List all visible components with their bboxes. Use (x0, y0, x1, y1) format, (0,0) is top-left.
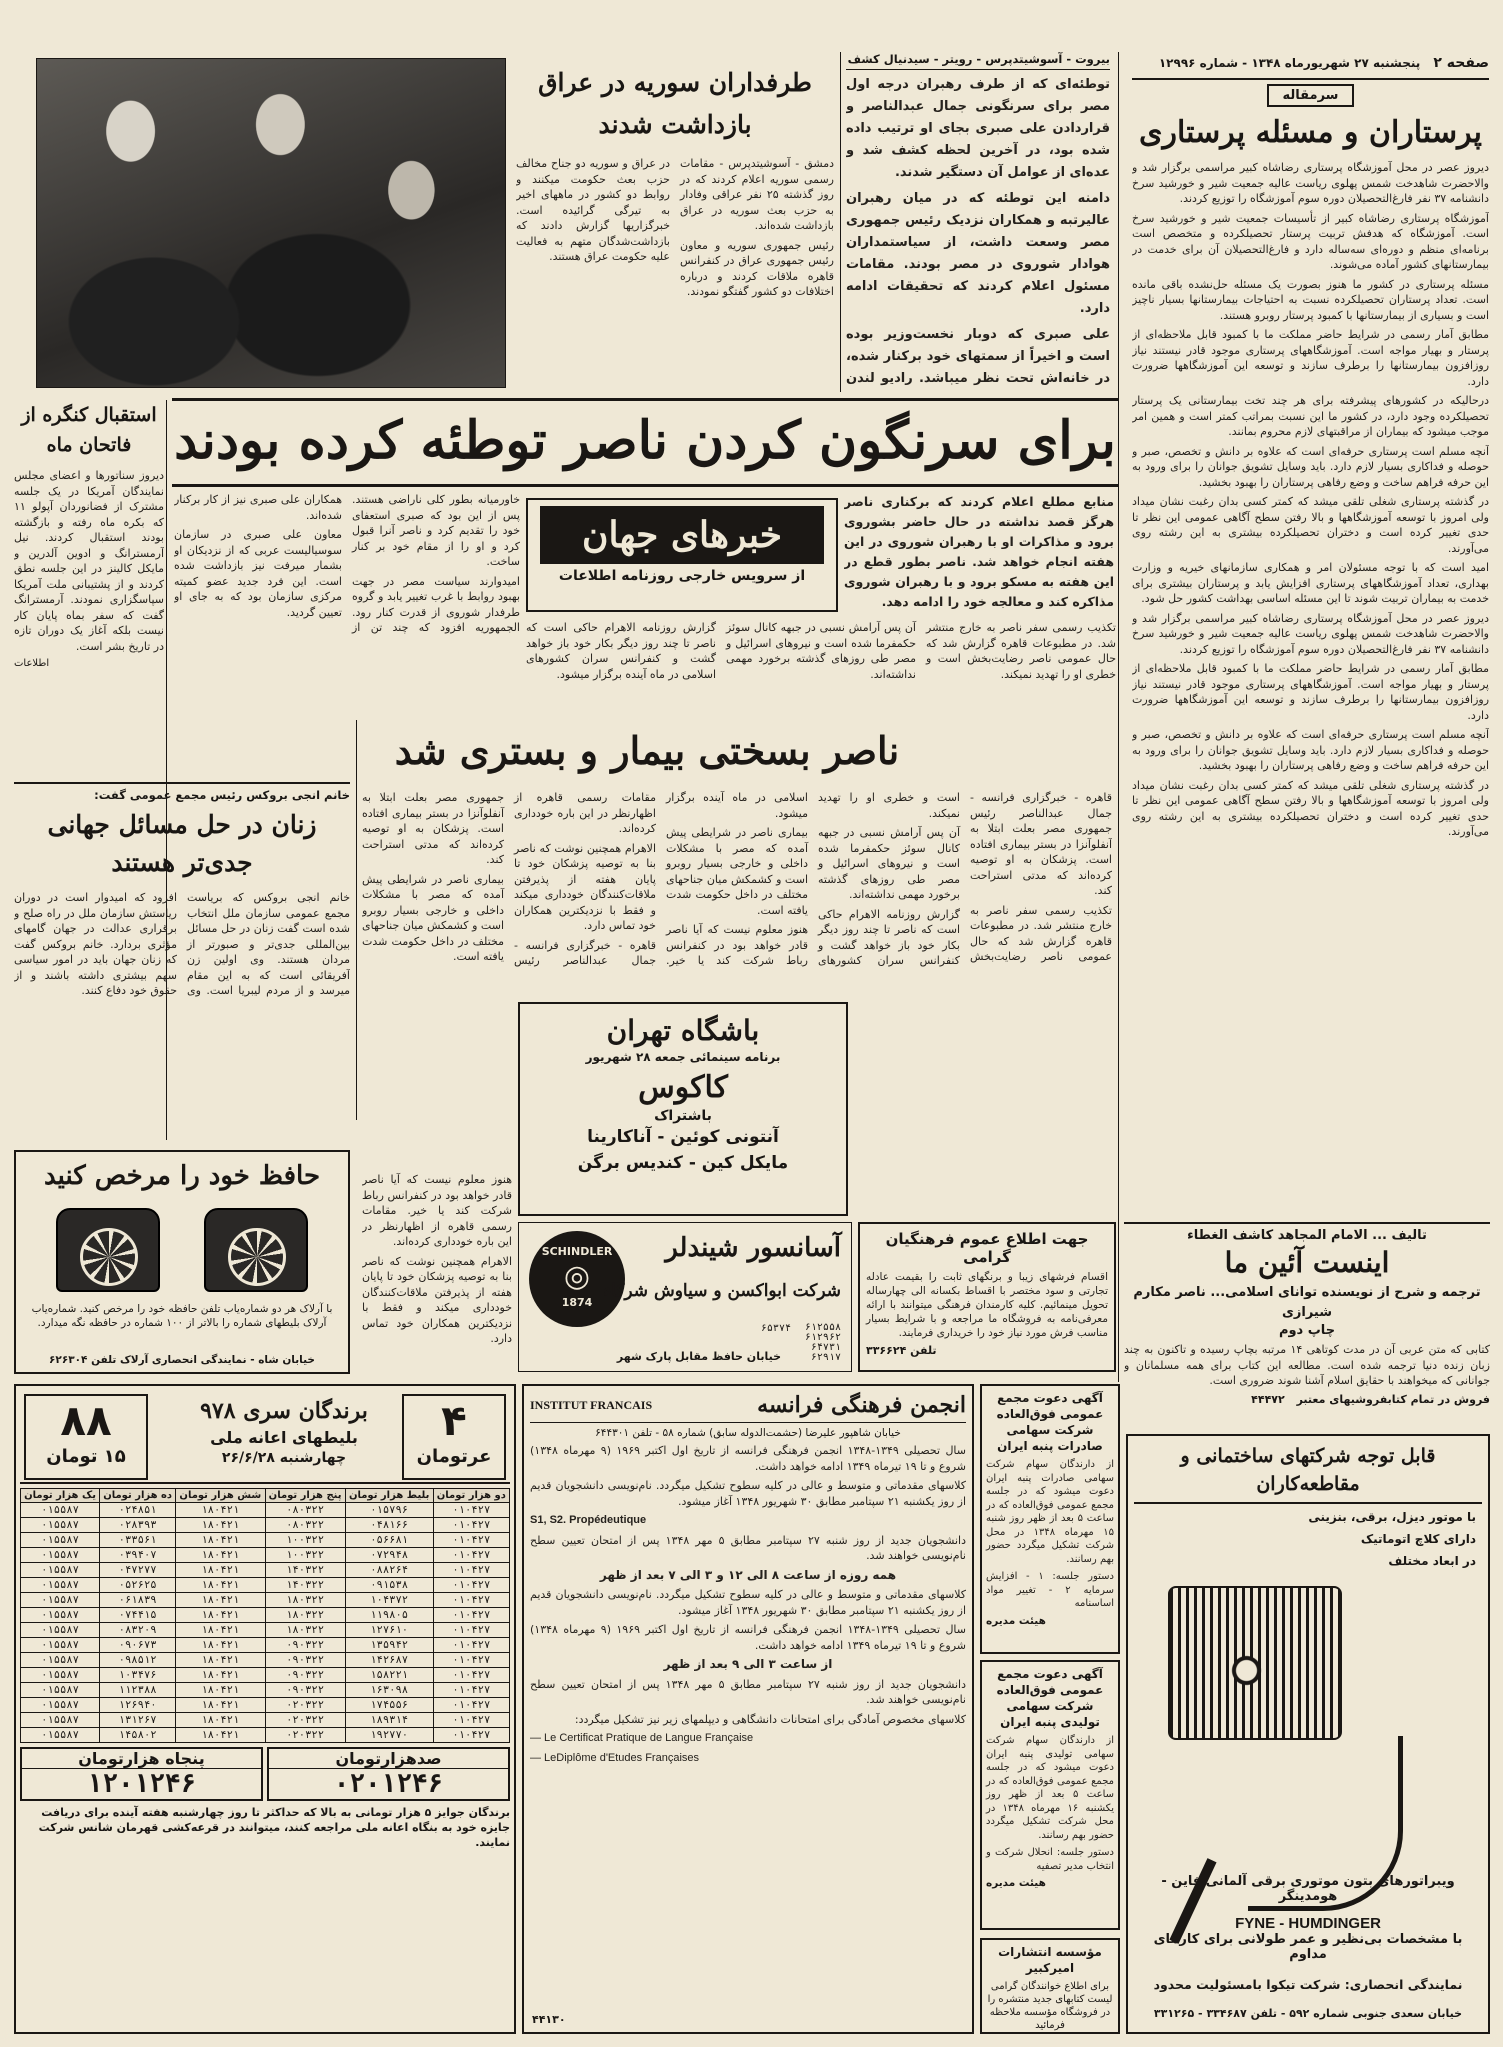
editorial-paragraph: آموزشگاه پرستاری رضاشاه کبیر از تأسیسات جمعیت شیر و خورشید سرخ است. آموزشگاه که هدفش تربیت پرستار تحصیلکرده و متخصص است برنامه‌ای منظم و دوره‌ای سه‌ساله دارد و فارغ‌التحصیلان آن برای خدمت در بیمارستانهای کشور آماده می‌شوند. (1132, 211, 1489, 271)
editorial-paragraph: دیروز عصر در محل آموزشگاه پرستاری رضاشاه کبیر مراسمی برگزار شد و والاحضرت شاهدخت شمس پهلوی ریاست عالیه جمعیت شیر و خورشید سرخ دانشنامه ۳۷ نفر فارغ‌التحصیلان دوره سوم آموزشگاه را توزیع کردند. (1132, 161, 1489, 205)
lottery-number: ۰۱۵۵۸۷ (21, 1668, 100, 1683)
nasser-ill-paragraph: گزارش روزنامه الاهرام حاکی است که ناصر تا چند روز دیگر بکار خود باز خواهد گشت و کنفرانس سران کشورهای اسلامی در ماه آینده برگزار میشود. (666, 791, 960, 967)
lottery-number: ۰۶۱۸۳۹ (100, 1593, 176, 1608)
lottery-date: چهارشنبه ۲۶/۶/۲۸ (221, 1450, 347, 1466)
lottery-number: ۰۱۰۴۲۷ (433, 1503, 509, 1518)
middle-paragraph: امیدوارند سیاست مصر در جهت بهبود روابط با غرب تغییر یابد و گروه طرفدار شوروی از قدرت کنار رود. الجمهوریه افزود که چند تن از همکاران علی صبری نیز از کار برکنار شده‌اند. (174, 493, 520, 634)
invite-agenda: دستور جلسه: انحلال شرکت و انتخاب مدیر تصفیه (986, 1847, 1114, 1872)
syria-paragraph: رئیس جمهوری سوریه و معاون رئیس جمهوری عراق در کنفرانس قاهره ملاقات کردند و درباره اختلافات دو کشور گفتگو نمودند. (680, 238, 834, 298)
lottery-row (21, 1533, 510, 1548)
institut-name-fr: INSTITUT FRANCAIS (530, 1397, 653, 1412)
lottery-row (21, 1503, 510, 1518)
editorial-paragraph: امید است که با توجه مسئولان امر و همکاری سازمانهای خیریه و وزارت بهداری، تعداد آموزشگاههای پرستاری افزایش یابد و پرستاران بیشتری برای خدمت به بیماران تربیت شوند تا این مسئله اساسی بهداشت کشور حل شود. (1132, 561, 1489, 605)
extra-paragraph: گزارش روزنامه الاهرام حاکی است که ناصر تا چند روز دیگر بکار خود باز خواهد گشت و کنفرانس سران کشورهای اسلامی در ماه آینده برگزار میشود. (526, 621, 716, 681)
lottery-number: ۰۹۰۶۷۳ (100, 1638, 176, 1653)
fyne-title: قابل توجه شرکتهای ساختمانی و مقاطعه‌کاران (1134, 1442, 1482, 1504)
lottery-number: ۰۱۰۴۲۷ (433, 1563, 509, 1578)
book-author: تالیف ... الامام المجاهد کاشف الغطاء (1187, 1228, 1427, 1243)
lottery-number: ۱۴۵۸۰۲ (100, 1728, 176, 1743)
institut-paragraph: — LeDiplôme d'Etudes Françaises (530, 1751, 700, 1764)
lottery-results (14, 1384, 516, 2034)
schindler-phone: ۶۱۲۹۶۲ (804, 1332, 841, 1343)
schindler-logo-mark: ◎ (563, 1259, 591, 1294)
lottery-number: ۱۸۰۴۲۱ (176, 1623, 265, 1638)
club-cast-1: آنتونی کوئین - آناکارینا (587, 1127, 779, 1147)
nasser-ill-paragraph: بیماری ناصر در شرایطی پیش آمده که مصر با مشکلات داخلی و خارجی بسیار روبرو است و کشمکش میان جناحهای مختلف در داخل حکومت شدت یافته است. (362, 872, 504, 963)
lottery-number: ۱۸۰۴۲۱ (176, 1638, 265, 1653)
price-big-number: ۸۸ (60, 1396, 112, 1445)
institut-paragraph: دانشجویان جدید از روز شنبه ۲۷ سپتامبر مطابق ۵ مهر ۱۳۴۸ پس از امتحان تعیین سطح نام‌نویسی خواهند شد. (530, 1677, 967, 1706)
lottery-number: ۱۰۴۳۷۲ (345, 1593, 433, 1608)
lottery-row (21, 1518, 510, 1533)
lottery-number: ۰۱۵۵۸۷ (21, 1533, 100, 1548)
lottery-number: ۱۵۸۲۲۱ (345, 1668, 433, 1683)
lottery-number: ۰۱۵۵۸۷ (21, 1563, 100, 1578)
syria-story (516, 56, 834, 392)
schindler-ad (518, 1222, 852, 1372)
syria-title: طرفداران سوریه در عراق بازداشت شدند (538, 68, 812, 139)
institut-paragraph: همه روزه از ساعت ۸ الی ۱۲ و ۳ الی ۷ بعد از ظهر (599, 1567, 897, 1582)
fyne-feature: با موتور دیزل‌، برقی، بنزینی (1308, 1510, 1476, 1524)
congress-credit: اطلاعات (14, 658, 50, 669)
nasser-ill-paragraph: بیماری ناصر در شرایطی پیش آمده که مصر با مشکلات داخلی و خارجی بسیار روبرو است و کشمکش میان جناحهای مختلف در داخل حکومت شدت یافته است. (666, 826, 808, 917)
page-number: صفحه ۲ (1433, 55, 1489, 71)
fyne-company: نمایندگی انحصاری: شرکت تیکوا بامسئولیت محدود (1153, 1977, 1463, 1992)
schindler-title: آسانسور شیندلر (665, 1233, 841, 1263)
club-film: کاکوس (638, 1070, 728, 1105)
lottery-number: ۰۱۵۵۸۷ (21, 1503, 100, 1518)
lottery-number: ۱۸۰۴۲۱ (176, 1503, 265, 1518)
lottery-header (20, 1390, 510, 1484)
editorial-paragraph: درحالیکه در کشورهای پیشرفته برای هر چند تخت بیمارستانی یک پرستار تحصیلکرده وجود دارد، در کشور ما این نسبت بمراتب کمتر است و همین امر موجب میشود که بیماران از مراقبتهای لازم محروم بمانند. (1132, 394, 1489, 438)
invite-export (980, 1384, 1120, 1654)
institut-paragraph: — Le Certificat Pratique de Langue Française (530, 1732, 754, 1744)
editorial (1132, 84, 1489, 1254)
club-title: باشگاه تهران (606, 1014, 760, 1047)
hafez-ad (14, 1150, 350, 1374)
women-text: خانم انجی بروکس که بریاست مجمع عمومی سازمان ملل انتخاب شده است گفت زنان در حل مسائل بین‌المللی جدی‌تر و صبورتر از مردان هستند. وی اولین زن آفریقائی است که به این مقام میرسد و از مردم لیبریا است. وی افزود که امیدوار است در دوران ریاستش سازمان ملل در راه صلح و برقراری عدالت در جهان گامهای مؤثری بردارد. خانم بروکس گفت که زنان جهان باید در امور سیاسی سهم بیشتری داشته باشند و از حقوق خود دفاع کنند. (14, 891, 350, 997)
grand-number: ۱۲۰۱۲۴۶ (86, 1769, 197, 1799)
lottery-number: ۱۸۰۴۲۱ (176, 1653, 265, 1668)
lottery-number: ۱۳۵۹۴۲ (345, 1638, 433, 1653)
lottery-number: ۱۸۰۴۲۱ (176, 1533, 265, 1548)
lottery-number: ۰۱۵۵۸۷ (21, 1548, 100, 1563)
congress-text: دیروز سناتورها و اعضای مجلس نمایندگان آمریکا در یک جلسه مشترک از فضانوردان آپولو ۱۱ که بکره ماه رفته و بازگشته بودند استقبال کردند. نیل آرمسترانگ و ادوین آلدرین و مایکل کالینز در این جلسه نطق کردند و از پشتیبانی ملت آمریکا سپاسگزاری نمودند. آرمسترانگ گفت که سفر بماه پایان کار نیست بلکه آغاز یک دوران تازه در تاریخ بشر است. (14, 469, 164, 653)
lottery-column-header: بلیط هزار تومان (345, 1489, 433, 1503)
lottery-number: ۰۸۸۲۶۴ (345, 1563, 433, 1578)
fyne-humdinger-ad (1126, 1434, 1490, 2034)
fyne-feature: دارای کلاچ اتوماتیک (1360, 1532, 1476, 1546)
lottery-number: ۰۱۰۴۲۷ (433, 1533, 509, 1548)
invite-text: از دارندگان سهام شرکت سهامی تولیدی پنبه ایران دعوت میشود که در جلسه مجمع عمومی فوق‌العاده که در ساعت ۵ بعد از ظهر روز یکشنبه ۱۶ مهرماه ۱۳۴۸ در محل شرکت تشکیل میگردد حضور بهم رسانند. (986, 1735, 1114, 1841)
lottery-number: ۱۸۰۴۲۱ (176, 1713, 265, 1728)
fyne-brand-en: FYNE - HUMDINGER (1235, 1915, 1381, 1932)
publisher-title: مؤسسه انتشارات امیرکبیر (998, 1945, 1102, 1975)
book-ad (1124, 1222, 1490, 1426)
fyne-feature: در ابعاد مختلف (1388, 1554, 1476, 1568)
schindler-address: خیابان حافظ مقابل پارک شهر (616, 1350, 781, 1363)
book-text: کتابی که متن عربی آن در مدت کوتاهی ۱۴ مرتبه بچاپ رسیده و تاکنون به چند زبان زنده دنیا ترجمه شده است. مطالعه این کتاب برای همه مسلمانان و جوانانی که میخواهند با حقایق اسلام آشنا شوند ضروری است. (1124, 1343, 1490, 1387)
nasser-ill-paragraph: قاهره - خبرگزاری فرانسه - جمال عبدالناصر رئیس جمهوری مصر بعلت ابتلا به آنفلوآنزا در بستر بیماری افتاده است. پزشکان به او توصیه کرده‌اند که مدتی استراحت کند. (362, 791, 656, 967)
institut-paragraph: سال تحصیلی ۱۳۴۹-۱۳۴۸ انجمن فرهنگی فرانسه از تاریخ اول اکتبر ۱۹۶۹ (۹ مهرماه ۱۳۴۸) شروع و تا ۱۹ تیرماه ۱۳۴۹ ادامه خواهد داشت. (530, 1444, 966, 1473)
grand-prize-2 (20, 1747, 263, 1801)
book-title: اینست آئین ما (1224, 1246, 1390, 1279)
institut-phone: ۴۴۱۳۰ (532, 2013, 566, 2026)
culture-notice-text: اقسام فرشهای زیبا و برنگهای ثابت را بقیمت عادله تجارتی و سود مختصر با اقساط بکسانه الی چهارساله تحویل مینمائیم. کلیه کارمندان فرهنگی میتوانند با ارائه معرفی‌نامه به فروشگاه ما مراجعه و با شرایط بسیار مناسب فرش مورد نیاز خود را خریداری فرمایند. (866, 1271, 1108, 1339)
grand-prize-1 (267, 1747, 510, 1801)
lottery-number: ۱۱۹۸۰۵ (345, 1608, 433, 1623)
book-phone: ۴۴۴۷۲ (1251, 1392, 1285, 1406)
lottery-number: ۱۴۰۳۲۲ (265, 1578, 345, 1593)
institut-name-fa: انجمن فرهنگی فرانسه (757, 1392, 966, 1418)
lottery-number: ۰۹۰۳۲۲ (265, 1668, 345, 1683)
lottery-number: ۱۳۱۲۶۷ (100, 1713, 176, 1728)
lottery-number: ۰۲۴۸۵۱ (100, 1503, 176, 1518)
hafez-title: حافظ خود را مرخص کنید (43, 1161, 321, 1191)
invite-signature: هیئت مدیره (986, 1877, 1046, 1889)
lottery-row (21, 1653, 510, 1668)
world-news-box (526, 498, 838, 612)
telephone-icon (204, 1208, 308, 1292)
lottery-number: ۱۸۹۳۱۴ (345, 1713, 433, 1728)
editorial-label: سرمقاله (1267, 84, 1355, 107)
lottery-number: ۰۱۵۵۸۷ (21, 1518, 100, 1533)
lottery-number: ۱۸۰۴۲۱ (176, 1728, 265, 1743)
nasser-ill-paragraph: قاهره - خبرگزاری فرانسه - جمال عبدالناصر رئیس جمهوری مصر بعلت ابتلا به آنفلوآنزا در بستر بیماری افتاده است. پزشکان به او توصیه کرده‌اند که مدتی استراحت کند. (970, 791, 1112, 897)
editorial-paragraph: آنچه مسلم است پرستاری حرفه‌ای است که علاوه بر دانش و تخصص، صبر و حوصله و فداکاری بسیار لازم دارد. باید وسایل تشویق جوانان را برای ورود به این حرفه فراهم ساخت و وضع رفاهی پرستاران را بهبود بخشید. (1132, 444, 1489, 489)
conspiracy-paragraph: توطئه‌ای که از طرف رهبران درجه اول مصر برای سرنگونی جمال عبدالناصر و قراردادن علی صبری بجای او ترتیب داده شده بود، در آخرین لحظه کشف شد و عده‌ای از عوامل آن دستگیر شدند. (846, 77, 1110, 180)
editorial-paragraph: در گذشته پرستاری شغلی تلقی میشد که کمتر کسی بدان رغبت نشان میداد ولی امروز با توسعه آموزشگاهها و بالا رفتن سطح آگاهی عمومی این نظر تا حدی تغییر کرده است و دختران تحصیلکرده بیشتری به این رشته روی می‌آورند. (1132, 778, 1489, 838)
lottery-number: ۰۲۸۳۹۳ (100, 1518, 176, 1533)
lottery-number: ۱۹۲۷۷۰ (345, 1728, 433, 1743)
invite-text: از دارندگان سهام شرکت سهامی صادرات پنبه ایران دعوت میشود که در جلسه مجمع عمومی فوق‌العاده که در ساعت ۵ بعد از ظهر روز شنبه ۱۵ مهرماه ۱۳۴۸ در محل شرکت تشکیل میگردد حضور بهم رسانند. (986, 1459, 1114, 1565)
fyne-brand-fa: ویبراتورهای بتون موتوری برقی آلمانی فاین - هومدینگر (1161, 1874, 1455, 1904)
banner-text: برای سرنگون کردن ناصر توطئه کرده بودند (174, 410, 1116, 471)
lottery-number: ۰۱۵۵۸۷ (21, 1713, 100, 1728)
lottery-row (21, 1668, 510, 1683)
lottery-column-header: یک هزار تومان (21, 1489, 100, 1503)
lottery-number: ۰۷۲۹۴۸ (345, 1548, 433, 1563)
book-translator: ترجمه و شرح از نویسنده توانای اسلامی... ناصر مکارم شیرازی (1133, 1285, 1481, 1320)
lottery-row (21, 1593, 510, 1608)
lottery-number: ۱۴۰۳۲۲ (265, 1563, 345, 1578)
fyne-address: خیابان سعدی جنوبی شماره ۵۹۲ - تلفن ۳۳۴۶۸۷ - ۳۳۱۲۶۵ (1153, 2007, 1463, 2020)
nasser-ill-paragraph: تکذیب رسمی سفر ناصر به خارج منتشر شد. در مطبوعات قاهره گزارش شد که حال عمومی ناصر رضایت‌بخش است و خطری او را تهدید نمیکند. (818, 791, 1112, 963)
lottery-number: ۰۱۰۴۲۷ (433, 1518, 509, 1533)
women-story (14, 782, 350, 1182)
lottery-number: ۱۰۰۳۲۲ (265, 1533, 345, 1548)
lottery-number: ۰۱۵۵۸۷ (21, 1638, 100, 1653)
editorial-paragraph: مطابق آمار رسمی در شرایط حاضر مملکت ما با کمبود قابل ملاحظه‌ای از پرستار و بهیار مواجه است. آموزشگاههای پرستاری موجود قادر نیستند نیاز روزافزون بیمارستانها را برطرف سازند و توسعه این آموزشگاهها ضرورت دارد. (1132, 662, 1489, 722)
invite-title: آگهی دعوت مجمع عمومی فوق‌العاده شرکت سهامی صادرات پنبه ایران (996, 1391, 1104, 1453)
lottery-number: ۰۲۰۳۲۲ (265, 1698, 345, 1713)
sources-story (844, 492, 1114, 622)
sources-text: منابع مطلع اعلام کردند که برکناری ناصر هرگز قصد نداشته در حال حاضر بشوروی برود و مذاکرات او با رهبران شوروی در این هفته انجام خواهد شد. ناصر بطور قطع در این هفته به مسکو برود و با رهبران شوروی مذاکره کند و معالجه خود را ادامه دهد. (844, 494, 1114, 609)
schindler-company: شرکت ابواکسن و سیاوش‌ شرکاء (603, 1281, 841, 1301)
lottery-row (21, 1713, 510, 1728)
lottery-number: ۰۲۰۳۲۲ (265, 1713, 345, 1728)
conspiracy-paragraph: دامنه این توطئه که در میان رهبران عالیرتبه و همکاران نزدیک رئیس جمهوری مصر وسعت داشت، از سیاستمداران هوادار شوروی در مصر بودند. مقامات مسئول اعلام کردند که تحقیقات ادامه دارد. (846, 191, 1110, 316)
lottery-number: ۰۱۵۵۸۷ (21, 1608, 100, 1623)
lottery-number: ۰۸۰۳۲۲ (265, 1503, 345, 1518)
syria-paragraph: در عراق و سوریه دو جناح مخالف حزب بعث حکومت میکنند و روابط دو کشور در ماههای اخیر به تیرگی گرائیده است. خبرگزاریها گزارش دادند که بازداشت‌شدگان متهم به فعالیت علیه حکومت عراق هستند. (516, 157, 670, 263)
congress-title: استقبال کنگره از فاتحان ماه (21, 404, 157, 456)
lottery-number: ۰۸۰۳۲۲ (265, 1518, 345, 1533)
lottery-number: ۱۷۴۵۵۶ (345, 1698, 433, 1713)
grand-number: ۰۲۰۱۲۴۶ (333, 1769, 444, 1799)
lottery-number: ۰۱۰۴۲۷ (433, 1683, 509, 1698)
editorial-paragraph: دیروز عصر در محل آموزشگاه پرستاری رضاشاه کبیر مراسمی برگزار شد و والاحضرت شاهدخت شمس پهلوی ریاست عالیه جمعیت شیر و خورشید سرخ دانشنامه ۳۷ نفر فارغ‌التحصیلان دوره سوم آموزشگاه را توزیع کردند. (1132, 611, 1489, 656)
lottery-number: ۰۱۵۵۸۷ (21, 1578, 100, 1593)
invite-title: آگهی دعوت مجمع عمومی فوق‌العاده شرکت سهامی تولیدی پنبه ایران (996, 1667, 1104, 1729)
women-lead: خانم انجی بروکس رئیس مجمع عمومی گفت: (94, 788, 350, 802)
lottery-number: ۰۱۰۴۲۷ (433, 1623, 509, 1638)
fyne-slogan: با مشخصات بی‌نظیر و عمر طولانی برای کارهای مداوم (1153, 1932, 1463, 1962)
invite-agenda: دستور جلسه: ۱ - افزایش سرمایه ۲ - تغییر مواد اساسنامه (986, 1571, 1114, 1609)
news-photo (36, 58, 506, 388)
masthead (1132, 52, 1489, 76)
institut-paragraph: از ساعت ۳ الی ۹ بعد از ظهر (663, 1657, 833, 1671)
lottery-number: ۰۳۳۵۶۱ (100, 1533, 176, 1548)
lottery-number: ۱۸۰۳۲۲ (265, 1593, 345, 1608)
editorial-title: پرستاران و مسئله پرستاری (1138, 115, 1482, 150)
extra-paragraph: آن پس آرامش نسبی در جبهه کانال سوئز حکمفرما شده است و نیروهای اسرائیل و مصر طی روزهای گذشته برخورد مهمی نداشته‌اند. (726, 621, 916, 681)
middle-paragraph: خاورمیانه بطور کلی ناراضی هستند. پس از این بود که صبری استعفای خود را تقدیم کرد و ناصر آنرا قبول کرد و او را از مقام خود بر کنار ساخت. (352, 493, 520, 568)
issue-date: پنجشنبه ۲۷ شهریورماه ۱۳۴۸ - شماره ۱۲۹۹۶ (1158, 56, 1421, 70)
world-news-subtitle: از سرویس خارجی روزنامه اطلاعات (558, 568, 806, 584)
nasser-ill-paragraph: هنوز معلوم نیست که آیا ناصر قادر خواهد بود در کنفرانس رباط شرکت کند یا خیر. مقامات رسمی قاهره از اظهارنظر در این باره خودداری کرده‌اند. (514, 791, 808, 967)
lottery-number: ۰۱۰۴۲۷ (433, 1548, 509, 1563)
publisher-ad (980, 1938, 1120, 2034)
lottery-row (21, 1623, 510, 1638)
fyne-features (1308, 1506, 1476, 1572)
lottery-number: ۱۱۲۳۸۸ (100, 1683, 176, 1698)
book-sale (1124, 1393, 1490, 1406)
lottery-number: ۰۱۰۴۲۷ (433, 1668, 509, 1683)
schindler-phone: ۶۱۲۵۵۸ (804, 1322, 841, 1333)
lottery-number: ۱۶۳۰۹۸ (345, 1683, 433, 1698)
editorial-paragraph: آنچه مسلم است پرستاری حرفه‌ای است که علاوه بر دانش و تخصص، صبر و حوصله و فداکاری بسیار لازم دارد. باید وسایل تشویق جوانان را برای ورود به این حرفه فراهم ساخت و وضع رفاهی پرستاران را بهبود بخشید. (1132, 728, 1489, 772)
editorial-paragraph: مطابق آمار رسمی در شرایط حاضر مملکت ما با کمبود قابل ملاحظه‌ای از پرستار و بهیار مواجه است. آموزشگاههای پرستاری موجود قادر نیستند نیاز روزافزون بیمارستانها را برطرف سازند و توسعه این آموزشگاهها ضرورت دارد. (1132, 328, 1489, 388)
world-news-title: خبرهای جهان (540, 506, 824, 564)
hafez-text: با آرلاک هر دو شماره‌یاب تلفن حافظه خود را مرخص کنید. شماره‌یاب آرلاک بلیطهای شماره را بالاتر از ۱۰۰ شماره در حافظه نگه میدارد. (31, 1303, 333, 1329)
lottery-grand (20, 1747, 510, 1801)
institut-address: خیابان شاهپور علیرضا (حشمت‌الدوله سابق) شماره ۵۸ - تلفن ۶۴۴۳۰۱ (595, 1427, 901, 1439)
lottery-number: ۰۱۰۴۲۷ (433, 1593, 509, 1608)
lottery-number: ۰۱۵۷۹۶ (345, 1503, 433, 1518)
lottery-table (20, 1488, 510, 1743)
lottery-number: ۰۱۰۴۲۷ (433, 1698, 509, 1713)
culture-notice (858, 1222, 1116, 1372)
congress-story (14, 400, 164, 780)
lottery-number: ۱۸۰۴۲۱ (176, 1578, 265, 1593)
conspiracy-source: بیروت - آسوشیتدپرس - رویتر - سیدنیال کشف (846, 52, 1110, 70)
lottery-number: ۰۱۰۴۲۷ (433, 1608, 509, 1623)
lottery-number: ۰۹۰۳۲۲ (265, 1653, 345, 1668)
nasser-ill-paragraph: آن پس آرامش نسبی در جبهه کانال سوئز حکمفرما شده است و نیروهای اسرائیل و مصر طی روزهای گذشته برخورد مهمی نداشته‌اند. (818, 826, 960, 901)
lottery-number: ۱۸۰۳۲۲ (265, 1623, 345, 1638)
editorial-paragraph: مسئله پرستاری در کشور ما هنوز بصورت یک مسئله حل‌نشده باقی مانده است. تعداد پرستاران تحصیلکرده نسبت به احتیاجات بیمارستانها بسیار ناچیز است و بسیاری از بیمارستانها با کمبود پرستار روبرو هستند. (1132, 277, 1489, 322)
culture-notice-phone: تلفن ۳۳۶۶۲۴ (866, 1344, 937, 1357)
lottery-row (21, 1608, 510, 1623)
syria-paragraph: دمشق - آسوشیتدپرس - مقامات رسمی سوریه اعلام کردند که در روز گذشته ۲۵ نفر عراقی وفادار به حزب بعث سوریه در عراق بازداشت شده‌اند. (680, 157, 834, 232)
continued-paragraph: هنوز معلوم نیست که آیا ناصر قادر خواهد بود در کنفرانس رباط شرکت کند یا خیر. مقامات رسمی قاهره از اظهارنظر در این باره خودداری کرده‌اند. (362, 1173, 512, 1248)
lottery-number: ۰۱۵۵۸۷ (21, 1728, 100, 1743)
lottery-number: ۰۸۳۲۰۹ (100, 1623, 176, 1638)
lottery-number: ۰۷۴۴۱۵ (100, 1608, 176, 1623)
schindler-phone: ۶۴۷۳۱ (810, 1342, 841, 1353)
lottery-number: ۰۱۵۵۸۷ (21, 1683, 100, 1698)
lottery-number: ۰۵۲۶۲۵ (100, 1578, 176, 1593)
lottery-number: ۰۱۰۴۲۷ (433, 1713, 509, 1728)
vibrator-engine-icon (1168, 1586, 1342, 1740)
lottery-number: ۰۴۷۲۷۷ (100, 1563, 176, 1578)
schindler-logo-text: SCHINDLER (541, 1245, 613, 1258)
lottery-number: ۰۱۵۵۸۷ (21, 1653, 100, 1668)
lottery-number: ۰۲۰۳۲۲ (265, 1728, 345, 1743)
lottery-column-header: ده هزار تومان (100, 1489, 176, 1503)
institut-paragraph: کلاسهای مقدماتی و متوسط و عالی در کلیه سطوح تشکیل میگردد. نام‌نویسی دانشجویان قدیم از روز یکشنبه ۲۱ سپتامبر مطابق ۳۰ شهریور ۱۳۴۸ آغاز میشود. (530, 1479, 966, 1508)
lottery-number: ۱۸۰۴۲۱ (176, 1608, 265, 1623)
lottery-number: ۱۴۲۶۸۷ (345, 1653, 433, 1668)
lottery-row (21, 1563, 510, 1578)
lottery-number: ۱۸۰۳۲۲ (265, 1608, 345, 1623)
schindler-year: 1874 (561, 1296, 593, 1309)
nasser-ill-title: ناصر بسختی بیمار و بستری شد (394, 728, 900, 773)
lottery-number: ۱۸۰۴۲۱ (176, 1563, 265, 1578)
lottery-number: ۰۱۰۴۲۷ (433, 1653, 509, 1668)
conspiracy-story (846, 52, 1110, 392)
club-subtitle: برنامه سینمائی جمعه ۲۸ شهریور (585, 1050, 781, 1064)
schindler-logo (529, 1231, 625, 1327)
lottery-number: ۰۱۵۵۸۷ (21, 1593, 100, 1608)
lottery-number: ۰۹۰۳۲۲ (265, 1638, 345, 1653)
lottery-price-big (24, 1394, 148, 1480)
lottery-number: ۱۸۰۴۲۱ (176, 1548, 265, 1563)
lottery-number: ۱۰۳۴۷۶ (100, 1668, 176, 1683)
culture-notice-title: جهت اطلاع عموم فرهنگیان گرامی (885, 1230, 1089, 1266)
lottery-number: ۱۸۰۴۲۱ (176, 1593, 265, 1608)
lottery-column-header: پنج هزار تومان (265, 1489, 345, 1503)
lottery-number: ۱۸۰۴۲۱ (176, 1698, 265, 1713)
lottery-number: ۰۳۹۴۰۷ (100, 1548, 176, 1563)
invite-signature: هیئت مدیره (986, 1614, 1046, 1627)
lottery-row (21, 1683, 510, 1698)
schindler-phones (805, 1323, 841, 1363)
institut-paragraph: S1, S2. Propédeutique (530, 1514, 647, 1526)
extra-paragraph: تکذیب رسمی سفر ناصر به خارج منتشر شد. در مطبوعات قاهره گزارش شد که حال عمومی ناصر رضایت‌بخش است و خطری او را تهدید نمیکند. (926, 621, 1116, 681)
lottery-number: ۰۱۵۵۸۷ (21, 1698, 100, 1713)
publisher-text: برای اطلاع خوانندگان گرامی لیست کتابهای جدید منتشره را در فروشگاه مؤسسه ملاحظه فرمائید (987, 1981, 1113, 2031)
institut-francais-ad (522, 1384, 974, 2034)
club-with: باشتراک (654, 1108, 712, 1124)
lottery-number: ۱۲۶۹۴۰ (100, 1698, 176, 1713)
lottery-header-row (21, 1489, 510, 1503)
lottery-number: ۰۴۸۱۶۶ (345, 1518, 433, 1533)
lottery-row (21, 1698, 510, 1713)
lottery-number: ۰۱۰۴۲۷ (433, 1638, 509, 1653)
schindler-phone: ۶۵۳۷۴ (760, 1323, 791, 1334)
lottery-title-block (174, 1396, 394, 1466)
grand-label: پنجاه هزارتومان (22, 1749, 261, 1769)
lottery-title: برندگان سری ۹۷۸ (200, 1398, 368, 1424)
tehran-club-ad (518, 1002, 848, 1216)
lottery-subtitle: بلیطهای اعانه ملی (210, 1428, 358, 1447)
nasser-ill-paragraph: الاهرام همچنین نوشت که ناصر بنا به توصیه پزشکان خود تا پایان هفته از پذیرفتن ملاقات‌کنندگان خودداری میکند و فقط با نزدیکترین همکاران خود تماس دارد. (514, 841, 656, 932)
lottery-number: ۱۰۰۳۲۲ (265, 1548, 345, 1563)
institut-paragraph: سال تحصیلی ۱۳۴۹-۱۳۴۸ انجمن فرهنگی فرانسه از تاریخ اول اکتبر ۱۹۶۹ (۹ مهرماه ۱۳۴۸) شروع و تا ۱۹ تیرماه ۱۳۴۹ ادامه خواهد داشت. (530, 1623, 966, 1652)
schindler-phone: ۶۲۹۱۷ (810, 1352, 841, 1363)
grand-label: صدهزارتومان (269, 1749, 508, 1769)
lottery-price-small (402, 1394, 506, 1480)
lottery-column-header: دو هزار تومان (433, 1489, 509, 1503)
nasser-extra (526, 620, 1116, 720)
middle-story (174, 492, 520, 712)
institut-paragraph: کلاسهای مقدماتی و متوسط و عالی در کلیه سطوح تشکیل میگردد. نام‌نویسی دانشجویان قدیم از روز یکشنبه ۲۱ سپتامبر مطابق ۳۰ شهریور ۱۳۴۸ آغاز میشود. (530, 1588, 966, 1617)
lottery-number: ۰۹۱۵۳۸ (345, 1578, 433, 1593)
club-cast-2: مایکل کین - کندیس برگن (577, 1153, 789, 1173)
price-big-unit: ۱۵ تومان (46, 1446, 126, 1467)
lottery-row (21, 1548, 510, 1563)
lottery-number: ۰۹۰۳۲۲ (265, 1683, 345, 1698)
lottery-row (21, 1638, 510, 1653)
lottery-column-header: شش هزار تومان (176, 1489, 265, 1503)
institut-paragraph: دانشجویان جدید از روز شنبه ۲۷ سپتامبر مطابق ۵ مهر ۱۳۴۸ پس از امتحان تعیین سطح نام‌نویسی خواهند شد. (530, 1533, 967, 1562)
women-title: زنان در حل مسائل جهانی جدی‌تر هستند (47, 810, 317, 877)
lottery-number: ۰۵۶۶۸۱ (345, 1533, 433, 1548)
editorial-paragraph: در گذشته پرستاری شغلی تلقی میشد که کمتر کسی بدان رغبت نشان میداد ولی امروز با توسعه آموزشگاهها و بالا رفتن سطح آگاهی عمومی این نظر تا حدی تغییر کرده است و دختران تحصیلکرده بیشتری به این رشته روی می‌آورند. (1132, 495, 1489, 555)
lottery-number: ۰۹۸۵۱۲ (100, 1653, 176, 1668)
book-sale-text: فروش در تمام کتابفروشیهای معتبر (1296, 1392, 1490, 1406)
price-small-unit: عرتومان (416, 1446, 492, 1467)
hafez-address: خیابان شاه - نمایندگی انحصاری آرلاک تلفن ۶۲۶۳۰۴ (49, 1354, 315, 1366)
price-small-number: ۴ (441, 1396, 467, 1445)
banner-headline (172, 403, 1118, 481)
lottery-row (21, 1728, 510, 1743)
lottery-row (21, 1578, 510, 1593)
lottery-number: ۰۱۵۵۸۷ (21, 1623, 100, 1638)
lottery-footer: برندگان جوایز ۵ هزار تومانی به بالا که حداکثر تا روز چهارشنبه هفته آینده برای دریافت جایزه خود به بنگاه اعانه ملی مراجعه کنند، میتوانند در قرعه‌کشی قهرمان شانس شرکت نمایند. (38, 1806, 510, 1849)
lottery-number: ۱۸۰۴۲۱ (176, 1668, 265, 1683)
lottery-number: ۱۸۰۴۲۱ (176, 1683, 265, 1698)
lottery-number: ۱۲۷۶۱۰ (345, 1623, 433, 1638)
book-edition: چاپ دوم (1278, 1323, 1336, 1338)
lottery-number: ۰۱۰۴۲۷ (433, 1728, 509, 1743)
invite-production (980, 1660, 1120, 1930)
institut-paragraph: کلاسهای مخصوص آمادگی برای امتحانات دانشگاهی و دیپلمهای زیر نیز تشکیل میگردد: (574, 1712, 966, 1726)
story-continued (362, 1172, 512, 1372)
lottery-number: ۰۱۰۴۲۷ (433, 1578, 509, 1593)
continued-paragraph: الاهرام همچنین نوشت که ناصر بنا به توصیه پزشکان خود تا پایان هفته از پذیرفتن ملاقات‌کنندگان خودداری میکند و فقط با نزدیکترین همکاران خود تماس دارد. (362, 1254, 512, 1345)
middle-paragraph: معاون علی صبری در سازمان سوسیالیست عربی که از نزدیکان او بشمار میرفت نیز بازداشت شده است. این فرد جدید عضو کمیته مرکزی سازمان بود که به جای او تعیین گردید. (174, 528, 342, 619)
conspiracy-paragraph: علی صبری که دوبار نخست‌وزیر بوده است و اخیراً از سمتهای خود برکنار شده، در خانه‌اش تحت نظر میباشد. رادیو لندن (846, 327, 1110, 386)
telephone-icon (56, 1208, 160, 1292)
lottery-number: ۱۸۰۴۲۱ (176, 1518, 265, 1533)
